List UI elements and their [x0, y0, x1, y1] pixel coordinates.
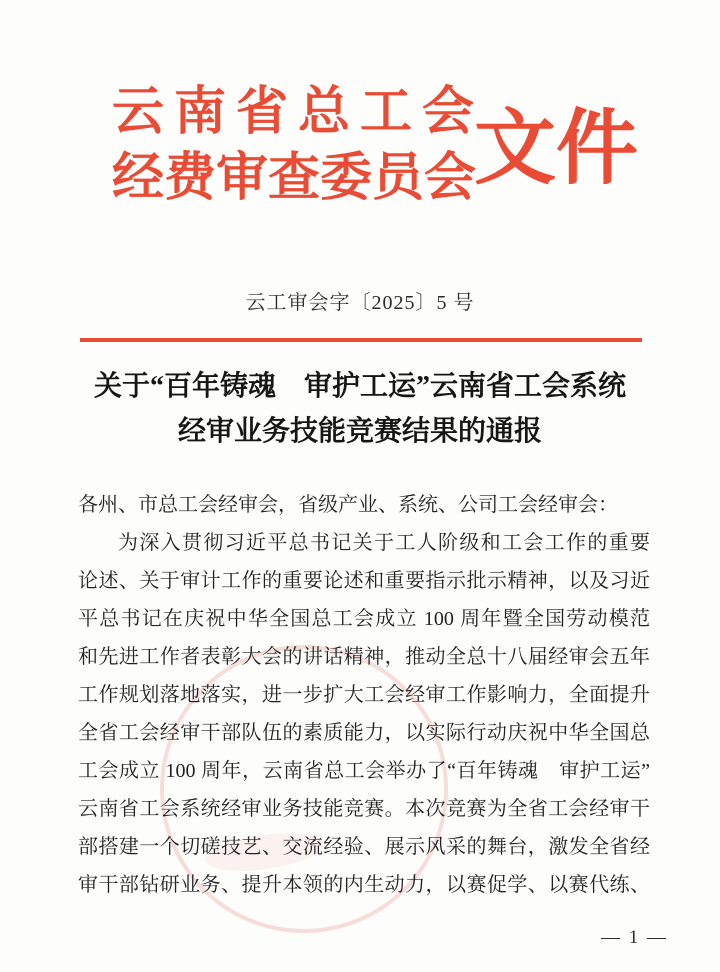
paragraph-line: 云南省工会系统经审业务技能竞赛。本次竞赛为全省工会经审干	[78, 798, 650, 820]
document-title-line-2: 经审业务技能竞赛结果的通报	[177, 416, 542, 447]
document-title	[74, 364, 646, 454]
issuing-org-name	[112, 80, 477, 212]
paragraph-line: 全省工会经审干部队伍的素质能力，以实际行动庆祝中华全国总	[78, 722, 650, 744]
paragraph-line: 审干部钻研业务、提升本领的内生动力，以赛促学、以赛代练、	[78, 874, 650, 896]
document-type-label: 文件	[474, 103, 639, 194]
paragraph-line: 工作规划落地落实，进一步扩大工会经审工作影响力，全面提升	[78, 684, 650, 706]
letterhead	[112, 80, 639, 212]
document-reference-number: 云工审会字〔2025〕5 号	[245, 292, 475, 314]
paragraph-line: 工会成立 100 周年，云南省总工会举办了“百年铸魂 审护工运”	[78, 760, 650, 782]
document-body	[78, 486, 650, 904]
document-title-line-1: 关于“百年铸魂 审护工运”云南省工会系统	[93, 371, 626, 402]
org-name-line-1: 云南省总工会	[112, 84, 474, 141]
page-number: — 1 —	[601, 927, 668, 948]
paragraph-line: 为深入贯彻习近平总书记关于工人阶级和工会工作的重要	[118, 532, 650, 554]
paragraph-line: 部搭建一个切磋技艺、交流经验、展示风采的舞台，激发全省经	[78, 836, 650, 858]
paragraph-line: 和先进工作者表彰大会的讲话精神，推动全总十八届经审会五年	[78, 646, 650, 668]
paragraph-line: 论述、关于审计工作的重要论述和重要指示批示精神，以及习近	[78, 570, 650, 592]
red-separator-rule	[80, 338, 642, 342]
salutation-line: 各州、市总工会经审会，省级产业、系统、公司工会经审会：	[78, 494, 618, 516]
org-name-line-2: 经费审查委员会	[112, 150, 477, 207]
paragraph-line: 平总书记在庆祝中华全国总工会成立 100 周年暨全国劳动模范	[78, 608, 650, 630]
